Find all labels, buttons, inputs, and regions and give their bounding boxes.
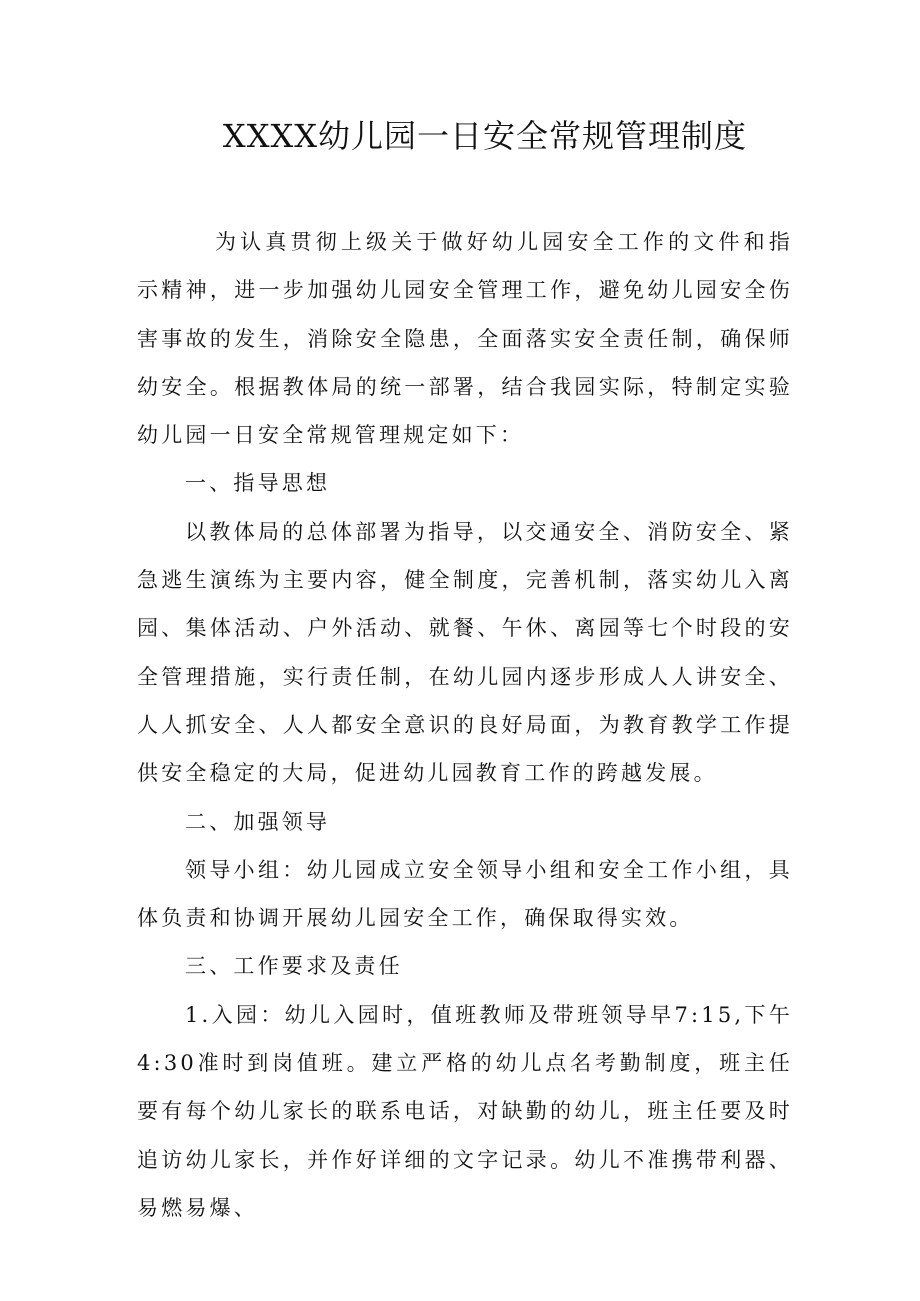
section-heading-guiding-thought: 一、指导思想 (185, 471, 331, 496)
document-body (137, 218, 793, 1232)
document-title: XXXX幼儿园一日安全常规管理制度 (222, 117, 748, 155)
section-paragraph-guiding-thought: 以教体局的总体部署为指导，以交通安全、消防安全、紧急逃生演练为主要内容，健全制度，完善机制，落实幼儿入离园、集体活动、户外活动、就餐、午休、离园等七个时段的安全管理措施，实行责任制，在幼儿园内逐步形成人人讲安全、人人抓安全、人人都安全意识的良好局面，为教育教学工作提供安全稳定的大局，促进幼儿园教育工作的跨越发展。 (137, 519, 793, 786)
section-paragraph-leadership: 领导小组：幼儿园成立安全领导小组和安全工作小组，具体负责和协调开展幼儿园安全工作，确保取得实效。 (137, 857, 793, 931)
section-heading-leadership: 二、加强领导 (185, 809, 331, 834)
section-paragraph-work-requirements: 1.入园：幼儿入园时，值班教师及带班领导早7:15,下午4:30准时到岗值班。建立严格的幼儿点名考勤制度，班主任要有每个幼儿家长的联系电话，对缺勤的幼儿，班主任要及时追访幼儿家长，并作好详细的文字记录。幼儿不准携带利器、易燃易爆、 (137, 1002, 793, 1220)
section-heading-work-requirements: 三、工作要求及责任 (185, 954, 403, 979)
intro-paragraph: 为认真贯彻上级关于做好幼儿园安全工作的文件和指示精神，进一步加强幼儿园安全管理工作，避免幼儿园安全伤害事故的发生，消除安全隐患，全面落实安全责任制，确保师幼安全。根据教体局的统一部署，结合我园实际，特制定实验幼儿园一日安全常规管理规定如下： (137, 230, 793, 448)
